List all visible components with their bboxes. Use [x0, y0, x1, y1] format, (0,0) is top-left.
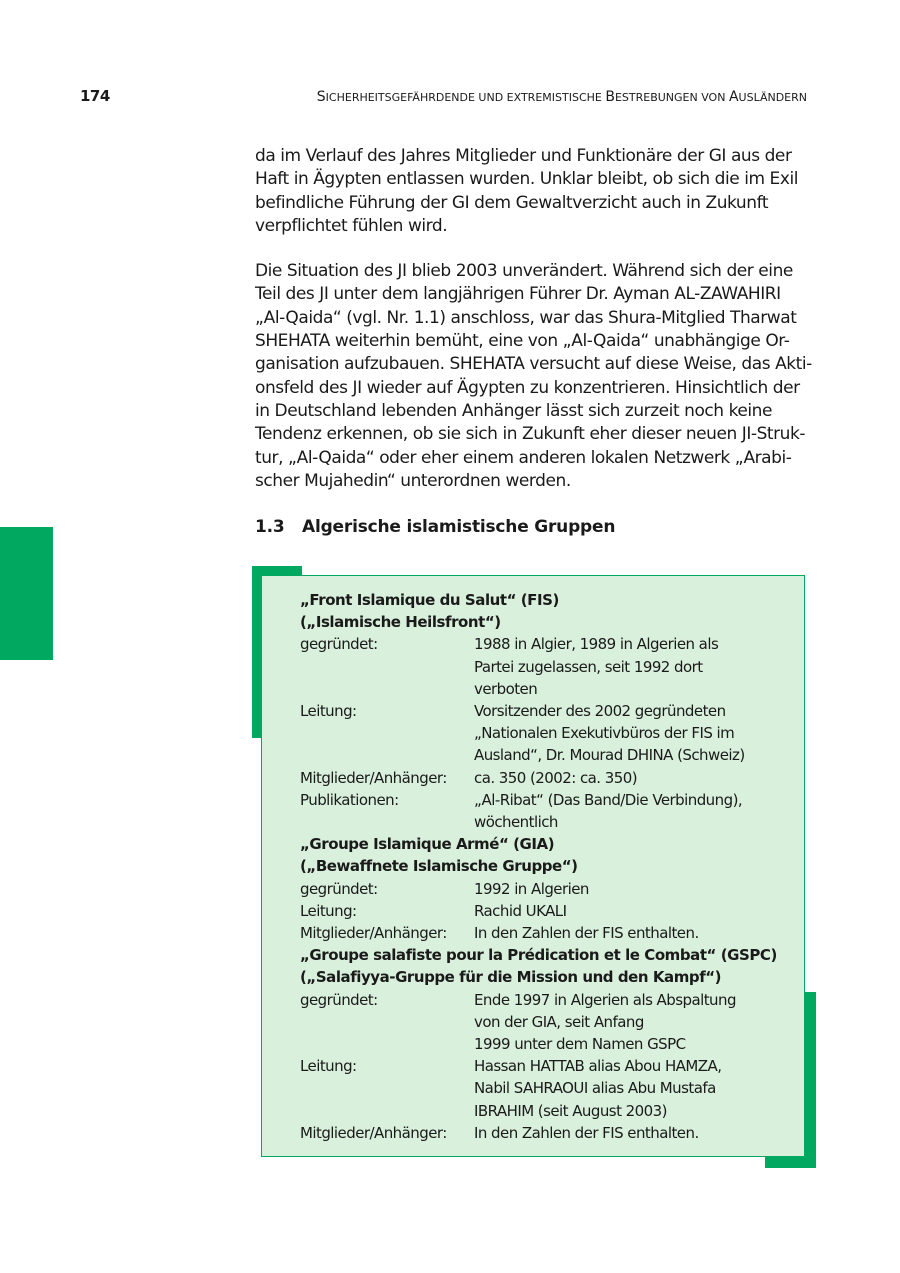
- info-row: [300, 922, 800, 944]
- body-paragraph: [255, 145, 815, 238]
- body-line: ganisation aufzubauen. SHEHATA versucht auf diese Weise, das Akti-: [255, 354, 812, 375]
- info-value-line: 1992 in Algerien: [474, 879, 589, 898]
- info-value-line: Vorsitzender des 2002 gegründeten: [474, 702, 726, 721]
- info-label: Leitung:: [300, 702, 357, 721]
- info-value-line: In den Zahlen der FIS enthalten.: [474, 1123, 699, 1142]
- info-value-line: 1988 in Algier, 1989 in Algerien als: [474, 635, 719, 654]
- info-label: Leitung:: [300, 1057, 357, 1076]
- page-number: 174: [80, 87, 110, 105]
- info-value: [474, 900, 800, 922]
- section-number: 1.3: [255, 517, 285, 537]
- info-value: [474, 989, 800, 1056]
- running-header-part: A: [728, 89, 739, 105]
- body-paragraph: [255, 260, 815, 493]
- section-title: Algerische islamistische Gruppen: [302, 517, 616, 537]
- running-header-part: ICHERHEITSGEFÄHRDENDE UND EXTREMISTISCHE: [325, 91, 606, 104]
- info-label: Leitung:: [300, 901, 357, 920]
- info-value-line: Rachid UKALI: [474, 901, 567, 920]
- organization-title: („Salafiyya-Gruppe für die Mission und den Kampf“): [300, 968, 722, 987]
- body-line: verpflichtet fühlen wird.: [255, 215, 448, 236]
- body-line: onsfeld des JI wieder auf Ägypten zu konzentrieren. Hinsichtlich der: [255, 377, 800, 398]
- info-value-line: „Al-Ribat“ (Das Band/Die Verbindung),: [474, 790, 743, 809]
- running-header-part: B: [605, 89, 615, 105]
- info-row: [300, 1055, 800, 1122]
- info-value: [474, 700, 800, 767]
- body-line: scher Mujahedin“ unterordnen werden.: [255, 470, 571, 491]
- info-value-line: 1999 unter dem Namen GSPC: [474, 1035, 686, 1054]
- info-row: [300, 789, 800, 833]
- info-value: [474, 922, 800, 944]
- running-header-part: S: [316, 89, 326, 105]
- body-text: [255, 145, 815, 515]
- body-line: da im Verlauf des Jahres Mitglieder und Funktionäre der GI aus der: [255, 146, 792, 166]
- info-row: [300, 878, 800, 900]
- organization-title: „Front Islamique du Salut“ (FIS): [300, 591, 559, 609]
- info-value: [474, 878, 800, 900]
- info-row: [300, 900, 800, 922]
- info-value-line: Hassan HATTAB alias Abou HAMZA,: [474, 1057, 722, 1076]
- info-value-line: wöchentlich: [474, 813, 558, 832]
- body-line: in Deutschland lebenden Anhänger lässt sich zurzeit noch keine: [255, 400, 772, 421]
- info-value: [474, 1122, 800, 1144]
- info-label: Publikationen:: [300, 790, 399, 809]
- running-header: [317, 89, 807, 105]
- body-line: SHEHATA weiterhin bemüht, eine von „Al-Qaida“ unabhängige Or-: [255, 331, 790, 352]
- info-value: [474, 767, 800, 789]
- info-label: gegründet:: [300, 635, 378, 654]
- info-label: Mitglieder/Anhänger:: [300, 924, 447, 943]
- organization-title: „Groupe salafiste pour la Prédication et le Combat“ (GSPC): [300, 946, 777, 965]
- info-value-line: verboten: [474, 679, 538, 698]
- info-value-line: Partei zugelassen, seit 1992 dort: [474, 657, 703, 676]
- info-row: [300, 767, 800, 789]
- side-accent-bar: [0, 527, 53, 660]
- info-value-line: Ausland“, Dr. Mourad DHINA (Schweiz): [474, 746, 745, 765]
- body-line: „Al-Qaida“ (vgl. Nr. 1.1) anschloss, war das Shura-Mitglied Tharwat: [255, 307, 797, 328]
- info-box-content: [300, 589, 800, 1144]
- body-line: Tendenz erkennen, ob sie sich in Zukunft eher dieser neuen JI-Struk-: [255, 424, 806, 445]
- info-row: [300, 633, 800, 700]
- organization-title: „Groupe Islamique Armé“ (GIA): [300, 835, 555, 854]
- info-label: Mitglieder/Anhänger:: [300, 1123, 447, 1142]
- info-row: [300, 1122, 800, 1144]
- info-value-line: Ende 1997 in Algerien als Abspaltung: [474, 990, 736, 1009]
- info-value-line: ca. 350 (2002: ca. 350): [474, 768, 638, 787]
- body-line: befindliche Führung der GI dem Gewaltverzicht auch in Zukunft: [255, 192, 769, 213]
- info-value-line: von der GIA, seit Anfang: [474, 1012, 644, 1031]
- info-value: [474, 633, 800, 700]
- organization-title: („Islamische Heilsfront“): [300, 613, 501, 632]
- body-line: tur, „Al-Qaida“ oder eher einem anderen lokalen Netzwerk „Arabi-: [255, 447, 792, 468]
- info-value-line: „Nationalen Exekutivbüros der FIS im: [474, 724, 735, 743]
- info-value: [474, 789, 800, 833]
- info-row: [300, 700, 800, 767]
- info-value-line: IBRAHIM (seit August 2003): [474, 1101, 667, 1120]
- organization-title: („Bewaffnete Islamische Gruppe“): [300, 857, 578, 876]
- info-label: gegründet:: [300, 990, 378, 1009]
- info-value: [474, 1055, 800, 1122]
- running-header-part: USLÄNDERN: [738, 91, 807, 104]
- body-line: Teil des JI unter dem langjährigen Führer Dr. Ayman AL-ZAWAHIRI: [255, 284, 781, 305]
- body-line: Die Situation des JI blieb 2003 unverändert. Während sich der eine: [255, 261, 793, 282]
- running-header-part: ESTREBUNGEN VON: [614, 91, 729, 104]
- info-row: [300, 989, 800, 1056]
- info-label: gegründet:: [300, 879, 378, 898]
- section-heading: [255, 517, 615, 537]
- info-label: Mitglieder/Anhänger:: [300, 768, 447, 787]
- info-value-line: Nabil SAHRAOUI alias Abu Mustafa: [474, 1079, 716, 1098]
- body-line: Haft in Ägypten entlassen wurden. Unklar bleibt, ob sich die im Exil: [255, 169, 798, 190]
- info-value-line: In den Zahlen der FIS enthalten.: [474, 924, 699, 943]
